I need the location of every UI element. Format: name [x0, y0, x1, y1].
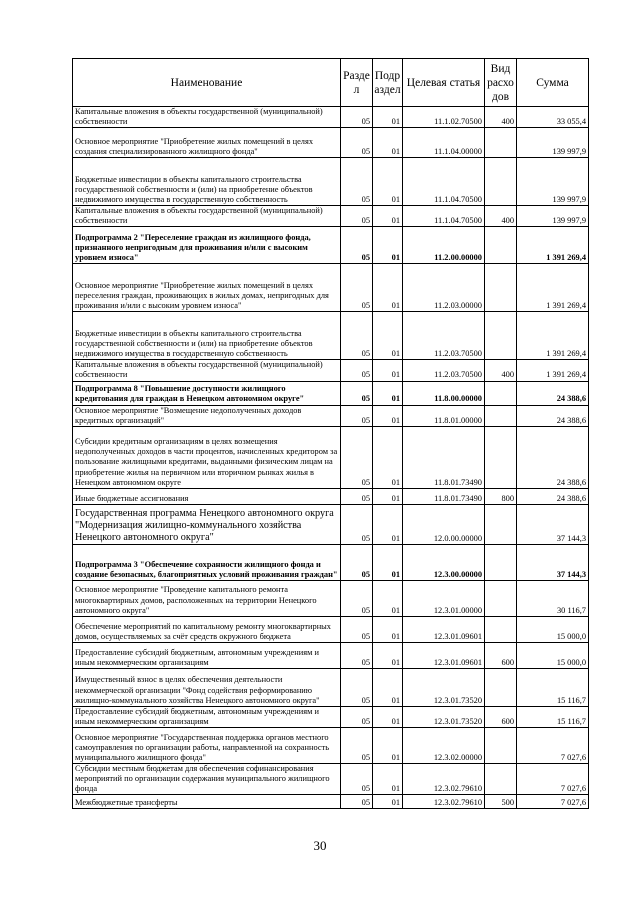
table-row: [73, 312, 589, 360]
row-razdel-cell: 05: [341, 544, 373, 580]
row-article-cell: 12.3.00.00000: [403, 544, 485, 580]
table-row: [73, 727, 589, 763]
row-article-cell: 12.3.01.09601: [403, 616, 485, 642]
row-name-cell: Основное мероприятие "Возмещение недополученных доходов кредитных организаций": [73, 405, 341, 426]
table-row: [73, 580, 589, 616]
row-razdel-cell: 05: [341, 642, 373, 668]
row-expense-type-cell: [485, 763, 517, 794]
row-name-cell: Капитальные вложения в объекты государственной (муниципальной) собственности: [73, 360, 341, 381]
row-expense-type-cell: 500: [485, 795, 517, 809]
row-razdel-cell: 05: [341, 128, 373, 158]
row-article-cell: 12.3.02.00000: [403, 727, 485, 763]
row-expense-type-cell: [485, 264, 517, 312]
row-article-cell: 12.3.01.73520: [403, 668, 485, 706]
row-expense-type-cell: 600: [485, 706, 517, 727]
row-podrazdel-cell: 01: [373, 360, 403, 381]
row-sum-cell: 139 997,9: [517, 206, 589, 227]
row-article-cell: 11.2.03.00000: [403, 264, 485, 312]
row-name-cell: Капитальные вложения в объекты государственной (муниципальной) собственности: [73, 206, 341, 227]
row-sum-cell: 7 027,6: [517, 727, 589, 763]
row-expense-type-cell: [485, 158, 517, 206]
row-sum-cell: 33 055,4: [517, 107, 589, 128]
row-razdel-cell: 05: [341, 264, 373, 312]
row-sum-cell: 37 144,3: [517, 544, 589, 580]
header-sum: Сумма: [517, 59, 589, 107]
row-sum-cell: 24 388,6: [517, 426, 589, 488]
row-name-cell: Предоставление субсидий бюджетным, автономным учреждениям и иным некоммерческим организациям: [73, 642, 341, 668]
row-article-cell: 12.3.01.00000: [403, 580, 485, 616]
row-name-cell: Основное мероприятие "Приобретение жилых помещений в целях создания специализированного жилищного фонда": [73, 128, 341, 158]
row-expense-type-cell: [485, 405, 517, 426]
row-razdel-cell: 05: [341, 227, 373, 264]
row-sum-cell: 1 391 269,4: [517, 264, 589, 312]
row-expense-type-cell: 800: [485, 488, 517, 504]
row-razdel-cell: 05: [341, 727, 373, 763]
row-article-cell: 12.3.01.73520: [403, 706, 485, 727]
row-sum-cell: 7 027,6: [517, 763, 589, 794]
row-name-cell: Имущественный взнос в целях обеспечения деятельности некоммерческой организации "Фонд содействия реформированию жилищно-коммунального хозяйства Ненецкого автономного округа": [73, 668, 341, 706]
row-expense-type-cell: [485, 312, 517, 360]
row-sum-cell: 7 027,6: [517, 795, 589, 809]
row-podrazdel-cell: 01: [373, 642, 403, 668]
header-expense-type: Вид расхо дов: [485, 59, 517, 107]
row-article-cell: 11.8.00.00000: [403, 381, 485, 405]
row-razdel-cell: 05: [341, 488, 373, 504]
row-sum-cell: 1 391 269,4: [517, 360, 589, 381]
table-row: [73, 128, 589, 158]
row-razdel-cell: 05: [341, 580, 373, 616]
row-expense-type-cell: [485, 616, 517, 642]
budget-table: [72, 58, 589, 809]
row-podrazdel-cell: 01: [373, 488, 403, 504]
row-name-cell: Предоставление субсидий бюджетным, автономным учреждениям и иным некоммерческим организациям: [73, 706, 341, 727]
table-header-row: [73, 59, 589, 107]
row-article-cell: 11.2.03.70500: [403, 312, 485, 360]
table-row: [73, 107, 589, 128]
table-row: [73, 616, 589, 642]
row-razdel-cell: 05: [341, 668, 373, 706]
row-razdel-cell: 05: [341, 381, 373, 405]
row-article-cell: 12.3.01.09601: [403, 642, 485, 668]
table-row: [73, 504, 589, 544]
row-article-cell: 11.8.01.73490: [403, 488, 485, 504]
table-row: [73, 206, 589, 227]
header-name: Наименование: [73, 59, 341, 107]
row-sum-cell: 1 391 269,4: [517, 227, 589, 264]
row-podrazdel-cell: 01: [373, 381, 403, 405]
row-razdel-cell: 05: [341, 405, 373, 426]
header-article: Целевая статья: [403, 59, 485, 107]
row-name-cell: Субсидии местным бюджетам для обеспечения софинансирования мероприятий по организации содержания муниципального жилищного фонда: [73, 763, 341, 794]
row-sum-cell: 24 388,6: [517, 488, 589, 504]
table-row: [73, 227, 589, 264]
row-podrazdel-cell: 01: [373, 227, 403, 264]
row-razdel-cell: 05: [341, 504, 373, 544]
row-article-cell: 11.1.04.00000: [403, 128, 485, 158]
row-podrazdel-cell: 01: [373, 504, 403, 544]
row-expense-type-cell: [485, 668, 517, 706]
row-sum-cell: 15 000,0: [517, 642, 589, 668]
row-expense-type-cell: [485, 580, 517, 616]
row-name-cell: Капитальные вложения в объекты государственной (муниципальной) собственности: [73, 107, 341, 128]
row-expense-type-cell: [485, 544, 517, 580]
row-podrazdel-cell: 01: [373, 405, 403, 426]
table-row: [73, 544, 589, 580]
row-expense-type-cell: 400: [485, 206, 517, 227]
budget-sheet: [72, 58, 588, 809]
table-row: [73, 488, 589, 504]
row-expense-type-cell: [485, 504, 517, 544]
row-podrazdel-cell: 01: [373, 727, 403, 763]
row-podrazdel-cell: 01: [373, 264, 403, 312]
row-razdel-cell: 05: [341, 616, 373, 642]
row-sum-cell: 15 000,0: [517, 616, 589, 642]
row-razdel-cell: 05: [341, 763, 373, 794]
header-razdel: Разде л: [341, 59, 373, 107]
row-expense-type-cell: [485, 727, 517, 763]
row-article-cell: 11.1.02.70500: [403, 107, 485, 128]
row-sum-cell: 15 116,7: [517, 668, 589, 706]
table-row: [73, 706, 589, 727]
table-row: [73, 642, 589, 668]
table-row: [73, 360, 589, 381]
row-article-cell: 11.2.03.70500: [403, 360, 485, 381]
row-expense-type-cell: [485, 381, 517, 405]
row-sum-cell: 139 997,9: [517, 128, 589, 158]
row-article-cell: 11.1.04.70500: [403, 206, 485, 227]
row-razdel-cell: 05: [341, 426, 373, 488]
row-podrazdel-cell: 01: [373, 706, 403, 727]
row-podrazdel-cell: 01: [373, 158, 403, 206]
row-podrazdel-cell: 01: [373, 107, 403, 128]
row-article-cell: 12.3.02.79610: [403, 763, 485, 794]
row-sum-cell: 139 997,9: [517, 158, 589, 206]
row-article-cell: 11.1.04.70500: [403, 158, 485, 206]
row-name-cell: Основное мероприятие "Приобретение жилых помещений в целях переселения граждан, проживающих в жилых домах, непригодных для проживания и/или с высоким уровнем износа": [73, 264, 341, 312]
row-podrazdel-cell: 01: [373, 206, 403, 227]
page-number: 30: [313, 838, 327, 853]
row-sum-cell: 30 116,7: [517, 580, 589, 616]
row-article-cell: 12.0.00.00000: [403, 504, 485, 544]
row-podrazdel-cell: 01: [373, 795, 403, 809]
table-row: [73, 405, 589, 426]
row-expense-type-cell: [485, 227, 517, 264]
row-expense-type-cell: [485, 426, 517, 488]
row-podrazdel-cell: 01: [373, 668, 403, 706]
table-row: [73, 381, 589, 405]
row-name-cell: Основное мероприятие "Проведение капитального ремонта многоквартирных домов, расположенных на территории Ненецкого автономного округа": [73, 580, 341, 616]
table-row: [73, 795, 589, 809]
row-expense-type-cell: 600: [485, 642, 517, 668]
row-sum-cell: 37 144,3: [517, 504, 589, 544]
row-sum-cell: 24 388,6: [517, 405, 589, 426]
row-sum-cell: 15 116,7: [517, 706, 589, 727]
row-name-cell: Подпрограмма 8 "Повышение доступности жилищного кредитования для граждан в Ненецком автономном округе": [73, 381, 341, 405]
row-name-cell: Подпрограмма 3 "Обеспечение сохранности жилищного фонда и создание безопасных, благоприятных условий проживания граждан": [73, 544, 341, 580]
row-article-cell: 11.8.01.73490: [403, 426, 485, 488]
table-row: [73, 158, 589, 206]
row-razdel-cell: 05: [341, 360, 373, 381]
row-podrazdel-cell: 01: [373, 763, 403, 794]
row-razdel-cell: 05: [341, 706, 373, 727]
row-expense-type-cell: [485, 128, 517, 158]
row-name-cell: Обеспечение мероприятий по капитальному ремонту многоквартирных домов, осуществляемых за счёт средств окружного бюджета: [73, 616, 341, 642]
table-row: [73, 426, 589, 488]
table-row: [73, 763, 589, 794]
row-sum-cell: 24 388,6: [517, 381, 589, 405]
row-article-cell: 11.8.01.00000: [403, 405, 485, 426]
row-podrazdel-cell: 01: [373, 128, 403, 158]
header-podrazdel: Подр аздел: [373, 59, 403, 107]
row-name-cell: Государственная программа Ненецкого автономного округа "Модернизация жилищно-коммунального хозяйства Ненецкого автономного округа": [73, 504, 341, 544]
row-article-cell: 12.3.02.79610: [403, 795, 485, 809]
row-razdel-cell: 05: [341, 158, 373, 206]
row-name-cell: Бюджетные инвестиции в объекты капитального строительства государственной собственности и (или) на приобретение объектов недвижимого имущества в государственную собственность: [73, 158, 341, 206]
row-sum-cell: 1 391 269,4: [517, 312, 589, 360]
row-podrazdel-cell: 01: [373, 580, 403, 616]
row-article-cell: 11.2.00.00000: [403, 227, 485, 264]
row-name-cell: Бюджетные инвестиции в объекты капитального строительства государственной собственности и (или) на приобретение объектов недвижимого имущества в государственную собственность: [73, 312, 341, 360]
row-razdel-cell: 05: [341, 206, 373, 227]
row-name-cell: Основное мероприятие "Государственная поддержка органов местного самоуправления по организации работы, направленной на сохранность муниципального жилищного фонда": [73, 727, 341, 763]
table-row: [73, 264, 589, 312]
row-expense-type-cell: 400: [485, 107, 517, 128]
row-expense-type-cell: 400: [485, 360, 517, 381]
row-razdel-cell: 05: [341, 107, 373, 128]
row-name-cell: Подпрограмма 2 "Переселение граждан из жилищного фонда, признанного непригодным для проживания и/или с высоким уровнем износа": [73, 227, 341, 264]
table-body: [73, 107, 589, 809]
row-podrazdel-cell: 01: [373, 426, 403, 488]
row-name-cell: Субсидии кредитным организациям в целях возмещения недополученных доходов в части процентов, начисленных кредитором за пользование жилищными кредитами, выданными физическим лицам на приобретение жилья на первичном или вторичном рынках жилья в Ненецком автономном округе: [73, 426, 341, 488]
row-razdel-cell: 05: [341, 795, 373, 809]
row-name-cell: Межбюджетные трансферты: [73, 795, 341, 809]
row-name-cell: Иные бюджетные ассигнования: [73, 488, 341, 504]
row-podrazdel-cell: 01: [373, 544, 403, 580]
row-razdel-cell: 05: [341, 312, 373, 360]
row-podrazdel-cell: 01: [373, 312, 403, 360]
row-podrazdel-cell: 01: [373, 616, 403, 642]
table-row: [73, 668, 589, 706]
